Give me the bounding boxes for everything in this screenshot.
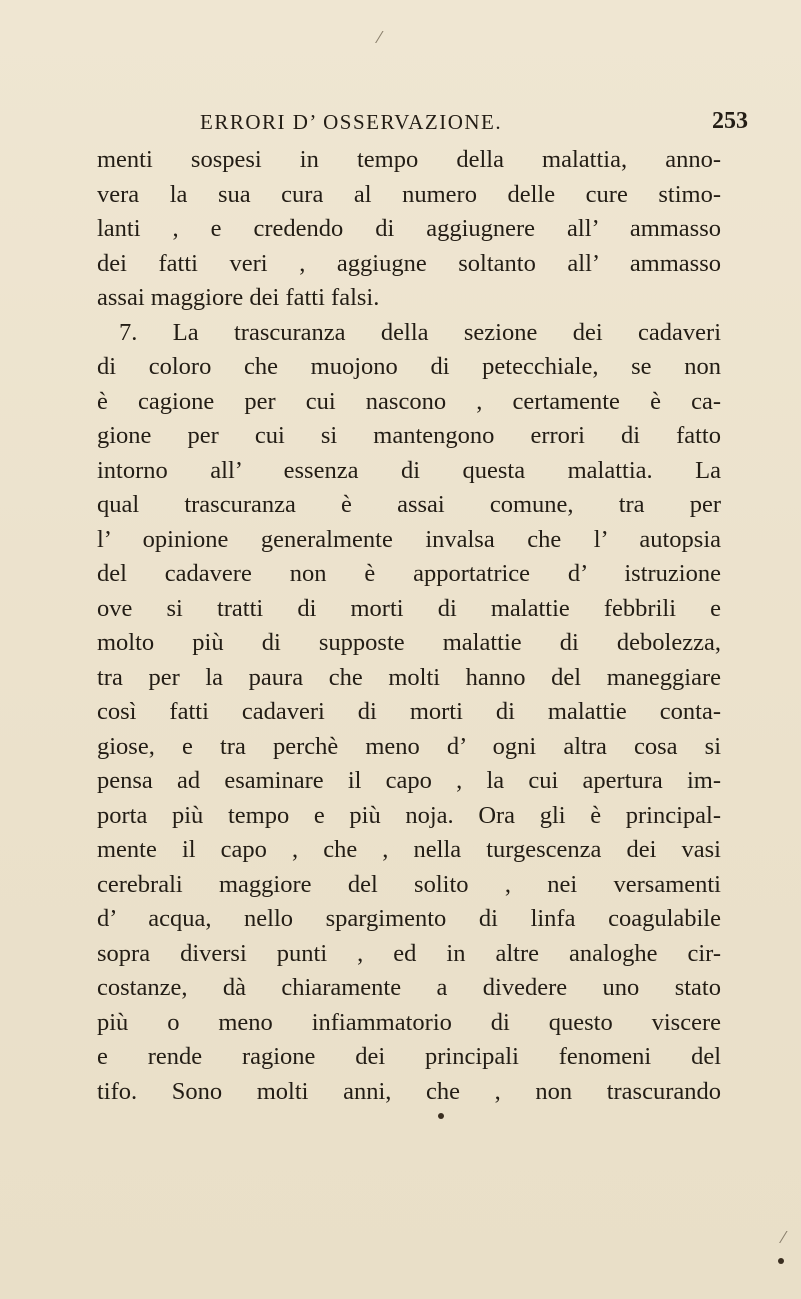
text-line: di coloro che muojono di petecchiale, se non <box>97 353 721 380</box>
text-line: pensa ad esaminare il capo , la cui apertura im- <box>97 767 721 794</box>
body-text <box>97 143 721 1109</box>
text-line: tifo. Sono molti anni, che , non trascurando <box>97 1077 721 1105</box>
page-number: 253 <box>712 108 748 134</box>
text-line: molto più di supposte malattie di debolezza, <box>97 629 721 656</box>
text-line: qual trascuranza è assai comune, tra per <box>97 491 721 518</box>
running-title: ERRORI D’ OSSERVAZIONE. <box>200 110 503 134</box>
text-line: porta più tempo e più noja. Ora gli è principal- <box>97 801 721 829</box>
text-line: mente il capo , che , nella turgescenza dei vasi <box>97 836 721 863</box>
text-line: è cagione per cui nascono , certamente è ca- <box>97 387 721 415</box>
text-line: gione per cui si mantengono errori di fatto <box>97 422 721 449</box>
text-line: costanze, dà chiaramente a divedere uno stato <box>97 974 721 1001</box>
text-line: così fatti cadaveri di morti di malattie conta- <box>97 698 721 725</box>
text-line: più o meno infiammatorio di questo viscere <box>97 1008 721 1036</box>
text-line: del cadavere non è apportatrice d’ istruzione <box>97 560 721 587</box>
text-line: giose, e tra perchè meno d’ ogni altra cosa si <box>97 732 721 760</box>
paragraph-start-line: 7. La trascuranza della sezione dei cadaveri <box>119 318 721 346</box>
text-line: menti sospesi in tempo della malattia, anno- <box>97 146 721 173</box>
text-line: vera la sua cura al numero delle cure stimo- <box>97 180 721 208</box>
text-line: d’ acqua, nello spargimento di linfa coagulabile <box>97 905 721 932</box>
text-line: dei fatti veri , aggiugne soltanto all’ ammasso <box>97 249 721 277</box>
text-line: lanti , e credendo di aggiugnere all’ ammasso <box>97 215 721 242</box>
text-line: tra per la paura che molti hanno del maneggiare <box>97 663 721 691</box>
text-line: sopra diversi punti , ed in altre analoghe cir- <box>97 939 721 967</box>
ink-speck <box>438 1113 444 1119</box>
paper-mark: ⁄ <box>782 1228 785 1247</box>
text-line: l’ opinione generalmente invalsa che l’ autopsia <box>97 525 721 553</box>
text-line: e rende ragione dei principali fenomeni del <box>97 1043 721 1070</box>
text-line: ove si tratti di morti di malattie febbrili e <box>97 594 721 622</box>
text-line: assai maggiore dei fatti falsi. <box>97 284 380 311</box>
text-line: intorno all’ essenza di questa malattia. La <box>97 456 721 484</box>
ink-speck <box>778 1258 784 1264</box>
paper-mark: ⁄ <box>378 28 381 47</box>
text-line: cerebrali maggiore del solito , nei versamenti <box>97 870 721 898</box>
